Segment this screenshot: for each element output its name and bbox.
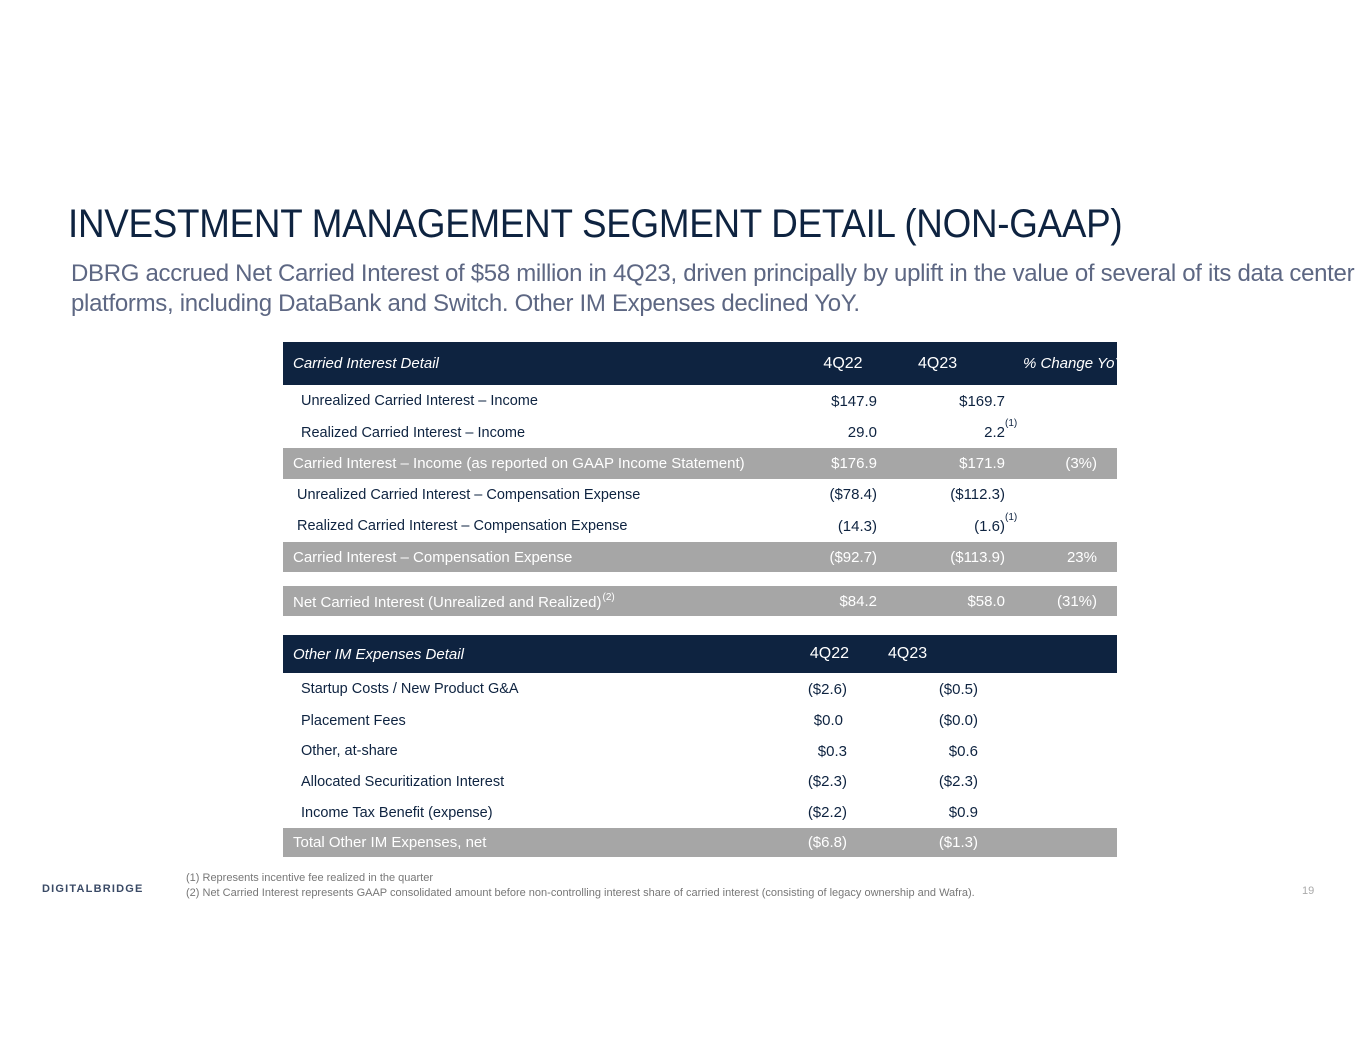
row-value-4q23: ($0.5) (938, 680, 978, 698)
row-value-4q22: $0.0 (813, 712, 843, 729)
im-header-label: Other IM Expenses Detail (283, 635, 763, 673)
row-value-4q23: $169.7 (959, 392, 1005, 410)
row-value-4q23: (1.6) (1) (974, 511, 1018, 535)
row-value-4q22: ($6.8) (763, 828, 873, 857)
table-row (283, 797, 1117, 828)
net-carried-row (283, 586, 1117, 616)
im-expenses-table (283, 635, 1117, 857)
row-value-4q23: $171.9 (903, 448, 1023, 479)
row-value-4q22: ($78.4) (829, 486, 877, 503)
row-value-4q23: ($112.3) (950, 486, 1005, 503)
row-label: Unrealized Carried Interest – Compensation Expense (297, 486, 641, 503)
im-table-header (283, 635, 1117, 673)
row-label: Realized Carried Interest – Income (301, 424, 526, 441)
carried-interest-table (283, 342, 1125, 572)
row-label: Other, at-share (301, 743, 398, 759)
row-value-4q22: (14.3) (837, 517, 877, 535)
row-label: Total Other IM Expenses, net (283, 828, 763, 857)
row-value-4q22: ($2.3) (807, 773, 847, 790)
row-value-4q22: $147.9 (831, 392, 877, 410)
footnote-2: (2) Net Carried Interest represents GAAP consolidated amount before non-controlling interest share of carried interest (consisting of legacy ownership and Wafra). (186, 887, 975, 899)
table-row (283, 417, 1117, 448)
row-value-4q23: ($0.0) (938, 712, 978, 729)
row-value-4q23: $58.0 (903, 586, 1023, 616)
table-row (283, 766, 1117, 797)
im-header-col1: 4Q22 (763, 635, 873, 673)
carried-header-col2: 4Q23 (903, 342, 1023, 385)
row-label: Placement Fees (301, 712, 406, 729)
row-value-4q22: 29.0 (847, 424, 877, 441)
table-row (283, 479, 1117, 510)
row-label: Income Tax Benefit (expense) (301, 804, 493, 821)
row-value-change: (3%) (1023, 448, 1117, 479)
digitalbridge-logo: DIGITALBRIDGE (42, 883, 144, 895)
footnote-1: (1) Represents incentive fee realized in the quarter (186, 872, 434, 884)
row-value-4q23: $0.6 (948, 742, 978, 760)
subtotal-row (283, 542, 1117, 572)
im-header-col2: 4Q23 (873, 635, 1117, 673)
table-row (283, 385, 1117, 417)
subtotal-row (283, 448, 1117, 479)
row-value-change: 23% (1023, 542, 1117, 572)
footnote-ref: (1) (1005, 511, 1018, 523)
row-value-4q22: $84.2 (783, 586, 903, 616)
footnotes (186, 871, 975, 901)
table-row (283, 736, 1117, 766)
row-value-4q23: $0.9 (948, 804, 978, 821)
carried-header-col1: 4Q22 (783, 342, 903, 385)
row-value-4q23: ($113.9) (903, 542, 1023, 572)
carried-header-col3: % Change YoY (1023, 342, 1117, 385)
row-value-change: (31%) (1023, 586, 1117, 616)
row-label: Net Carried Interest (Unrealized and Realized) (293, 593, 602, 611)
total-row (283, 828, 1117, 857)
row-label: Carried Interest – Compensation Expense (283, 542, 783, 572)
footnote-ref: (2) (602, 591, 615, 603)
table-row (283, 510, 1117, 542)
carried-header-label: Carried Interest Detail (283, 342, 783, 385)
page-subtitle: DBRG accrued Net Carried Interest of $58 million in 4Q23, driven principally by uplift in the value of several of its data center platforms, including DataBank and Switch. Other IM Expenses declined YoY. (71, 260, 1355, 317)
row-value-4q22: ($2.6) (807, 680, 847, 698)
row-label: Allocated Securitization Interest (301, 773, 505, 790)
table-row (283, 673, 1117, 705)
row-value-4q23: ($1.3) (873, 828, 1117, 857)
row-label: Startup Costs / New Product G&A (301, 681, 519, 697)
row-value-4q23: ($2.3) (938, 773, 978, 790)
table-row (283, 705, 1117, 736)
row-label: Unrealized Carried Interest – Income (301, 393, 538, 409)
row-value-4q22: $176.9 (783, 448, 903, 479)
footnote-ref: (1) (1005, 418, 1018, 429)
row-value-4q22: $0.3 (817, 742, 847, 760)
row-value-4q23: 2.2 (1) (984, 418, 1018, 441)
net-carried-table (283, 586, 1117, 616)
row-value-4q22: ($2.2) (807, 804, 847, 821)
carried-table-header (283, 342, 1117, 385)
page-title: INVESTMENT MANAGEMENT SEGMENT DETAIL (NON-GAAP) (68, 202, 1123, 246)
page-number: 19 (1302, 885, 1315, 897)
row-value-4q22: ($92.7) (783, 542, 903, 572)
row-label: Realized Carried Interest – Compensation Expense (297, 518, 628, 534)
row-label: Carried Interest – Income (as reported on GAAP Income Statement) (283, 448, 783, 479)
